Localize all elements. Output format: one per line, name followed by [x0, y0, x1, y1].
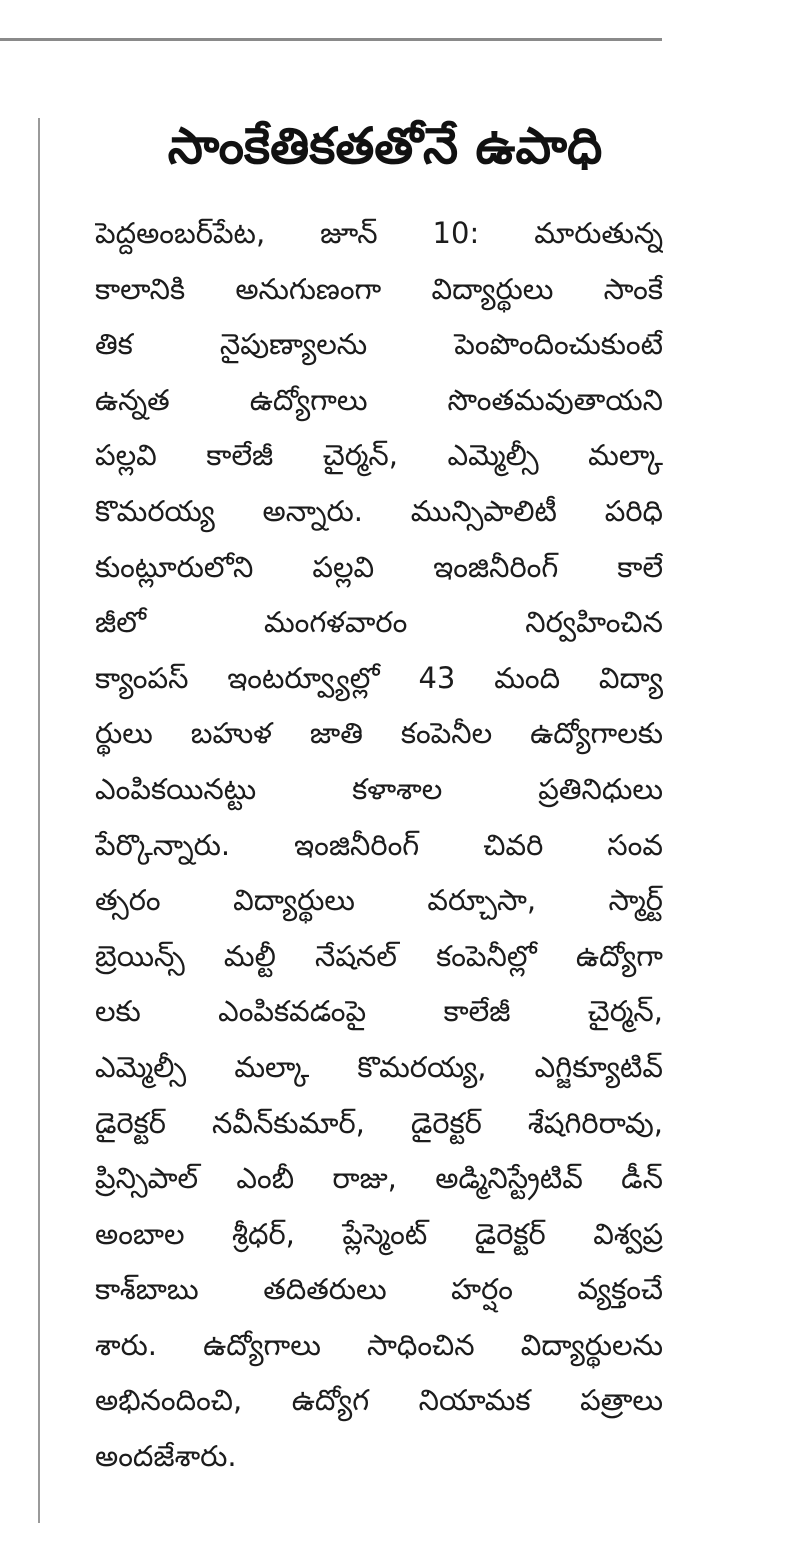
next-article-headline-cropped	[200, 1496, 620, 1556]
article-line: లకు ఎంపికవడంపై కాలేజీ చైర్మన్,	[95, 994, 663, 1029]
article-line: కాశ్‌బాబు తదితరులు హర్షం వ్యక్తంచే	[95, 1272, 663, 1307]
article-line: కొమరయ్య అన్నారు. మున్సిపాలిటీ పరిధి	[95, 493, 663, 528]
article-line: ర్థులు బహుళ జాతి కంపెనీల ఉద్యోగాలకు	[95, 716, 663, 751]
article-headline: సాంకేతికతతోనే ఉపాధి	[167, 117, 603, 175]
article-line: ప్రిన్సిపాల్ ఎంబీ రాజు, అడ్మినిస్ట్రేటివ్ డీన్	[95, 1161, 663, 1196]
article-line: డైరెక్టర్ నవీన్‌కుమార్, డైరెక్టర్ శేషగిరిరావు,	[95, 1105, 663, 1140]
article-line: శారు. ఉద్యోగాలు సాధించిన విద్యార్థులను	[95, 1327, 663, 1362]
article-line: పల్లవి కాలేజీ చైర్మన్, ఎమ్మెల్సీ మల్కా	[95, 438, 663, 473]
article-line: జీలో మంగళవారం నిర్వహించిన	[95, 605, 663, 640]
top-column-rule	[0, 38, 662, 41]
article-line: అభినందించి, ఉద్యోగ నియామక పత్రాలు	[95, 1383, 663, 1418]
article-line: క్యాంపస్ ఇంటర్వ్యూల్లో 43 మంది విద్యా	[95, 660, 663, 695]
article-line: కాలానికి అనుగుణంగా విద్యార్థులు సాంకే	[95, 271, 663, 306]
article-line: పేర్కొన్నారు. ఇంజినీరింగ్ చివరి సంవ	[95, 827, 663, 862]
article-line: ఉన్నత ఉద్యోగాలు సొంతమవుతాయని	[95, 382, 663, 417]
article-line: అందజేశారు.	[95, 1439, 237, 1474]
left-column-divider	[38, 118, 40, 1523]
article-line: అంబాల శ్రీధర్, ప్లేస్మెంట్ డైరెక్టర్ విశ్వప్ర	[95, 1216, 663, 1251]
article-body	[95, 206, 663, 1485]
article-line: త్సరం విద్యార్థులు వర్చూసా, స్మార్ట్	[95, 883, 663, 918]
article-line: ఎమ్మెల్సీ మల్కా కొమరయ్య, ఎగ్జిక్యూటివ్	[95, 1049, 663, 1084]
article-line: ఎంపికయినట్టు కళాశాల ప్రతినిధులు	[95, 771, 663, 806]
article-line: పెద్దఅంబర్‌పేట, జూన్ 10: మారుతున్న	[95, 216, 663, 250]
article-line: కుంట్లూరులోని పల్లవి ఇంజినీరింగ్ కాలే	[95, 549, 663, 584]
article-line: తిక నైపుణ్యాలను పెంపొందించుకుంటే	[95, 327, 663, 362]
article-line: బ్రెయిన్స్ మల్టీ నేషనల్ కంపెనీల్లో ఉద్యోగా	[95, 938, 663, 973]
